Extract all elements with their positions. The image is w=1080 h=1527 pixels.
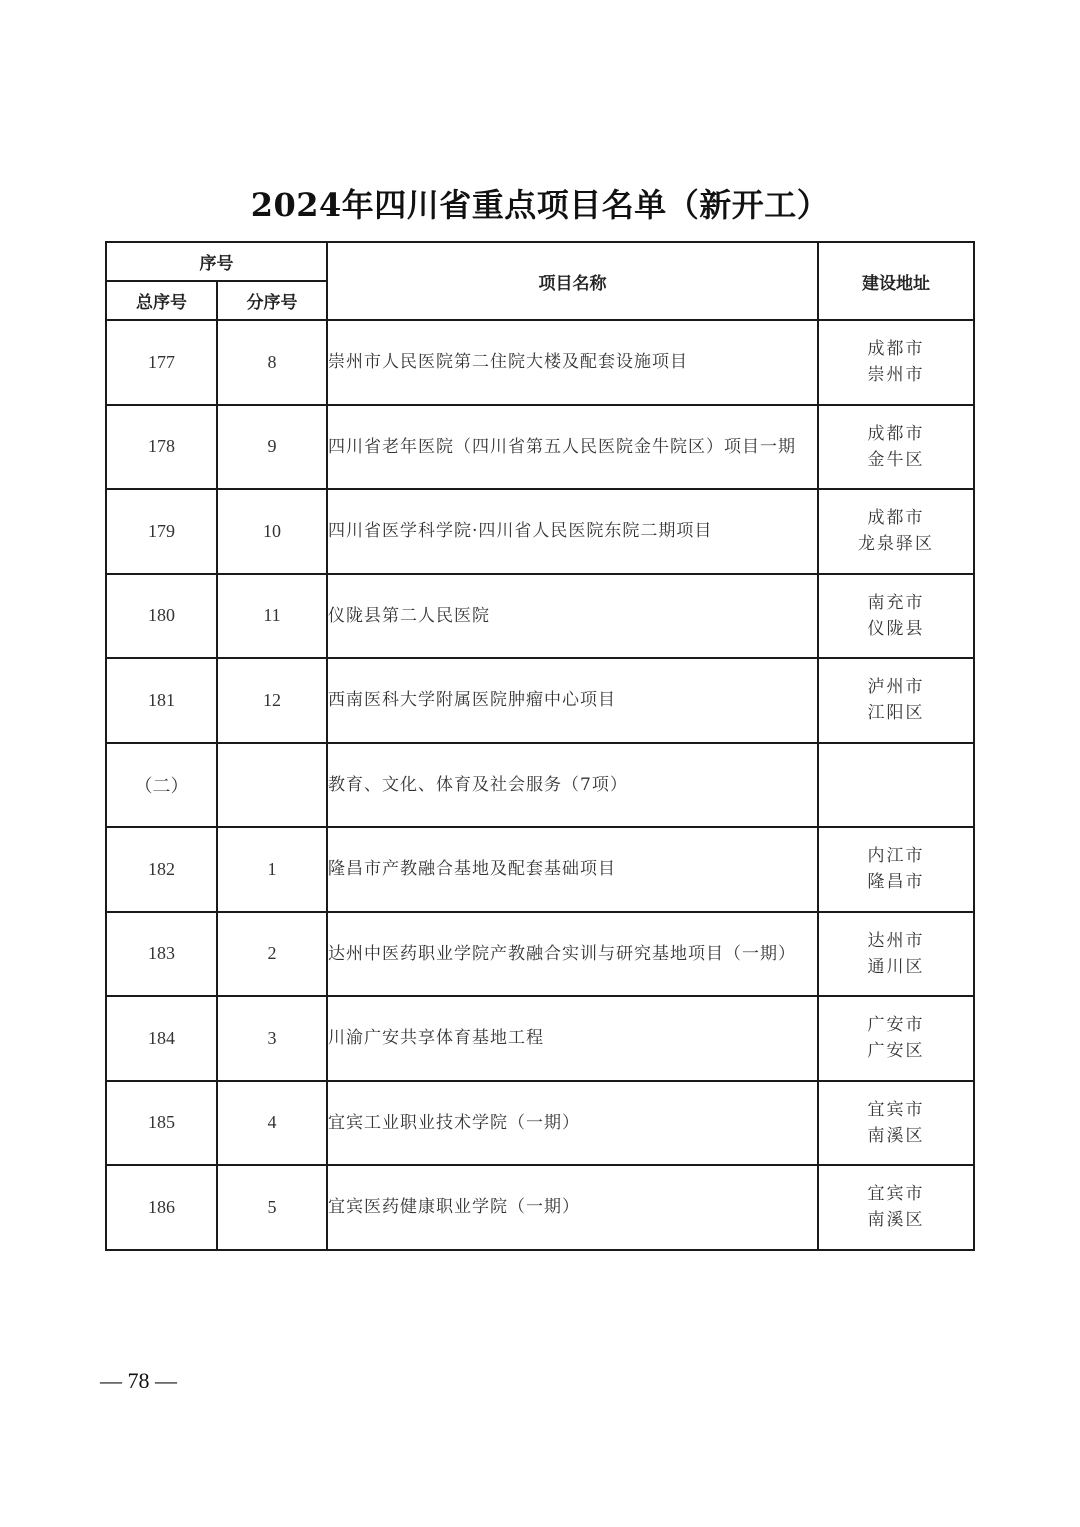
sub-seq-cell (217, 743, 327, 828)
district: 南溪区 (867, 1125, 925, 1146)
city: 宜宾市 (867, 1099, 925, 1120)
header-sub-seq: 分序号 (217, 281, 327, 320)
table-row (106, 1081, 974, 1166)
location-cell (818, 1081, 974, 1166)
page-number: — 78 — (100, 1368, 177, 1393)
district: 南溪区 (867, 1210, 925, 1231)
district: 江阳区 (867, 703, 925, 724)
category-name-cell: 教育、文化、体育及社会服务（7项） (327, 743, 818, 828)
city: 南充市 (867, 592, 925, 613)
location-cell (818, 912, 974, 997)
header-row (106, 242, 974, 281)
table-row (106, 827, 974, 912)
district: 龙泉驿区 (858, 534, 934, 555)
project-name-cell: 宜宾工业职业技术学院（一期） (327, 1081, 818, 1166)
location-cell (818, 1165, 974, 1250)
project-table (105, 241, 975, 1251)
table-row (106, 912, 974, 997)
sub-seq-cell: 5 (217, 1165, 327, 1250)
total-seq-cell: 185 (106, 1081, 217, 1166)
sub-seq-cell: 10 (217, 489, 327, 574)
category-row (106, 743, 974, 828)
total-seq-cell: 180 (106, 574, 217, 659)
district: 通川区 (867, 956, 925, 977)
header-total-seq: 总序号 (106, 281, 217, 320)
page-title: 2024年四川省重点项目名单（新开工） (250, 186, 830, 224)
sub-seq-cell: 9 (217, 405, 327, 490)
project-name-cell: 四川省老年医院（四川省第五人民医院金牛院区）项目一期 (327, 405, 818, 490)
city: 成都市 (867, 423, 925, 444)
project-name-cell: 西南医科大学附属医院肿瘤中心项目 (327, 658, 818, 743)
city: 宜宾市 (867, 1184, 925, 1205)
category-number-cell: （二） (106, 743, 217, 828)
sub-seq-cell: 2 (217, 912, 327, 997)
location-cell (818, 996, 974, 1081)
sub-seq-cell: 3 (217, 996, 327, 1081)
district: 隆昌市 (867, 872, 925, 893)
table-row (106, 658, 974, 743)
table-row (106, 320, 974, 405)
district: 仪陇县 (867, 618, 925, 639)
total-seq-cell: 177 (106, 320, 217, 405)
table-row (106, 405, 974, 490)
total-seq-cell: 178 (106, 405, 217, 490)
total-seq-cell: 182 (106, 827, 217, 912)
project-name-cell: 川渝广安共享体育基地工程 (327, 996, 818, 1081)
location-cell (818, 574, 974, 659)
location-cell (818, 405, 974, 490)
header-seq-group: 序号 (106, 242, 327, 281)
location-cell (818, 489, 974, 574)
sub-seq-cell: 4 (217, 1081, 327, 1166)
district: 金牛区 (867, 449, 925, 470)
project-name-cell: 崇州市人民医院第二住院大楼及配套设施项目 (327, 320, 818, 405)
city: 内江市 (867, 846, 925, 867)
table-row (106, 574, 974, 659)
location-cell (818, 320, 974, 405)
city: 成都市 (867, 508, 925, 529)
total-seq-cell: 179 (106, 489, 217, 574)
city: 广安市 (867, 1015, 925, 1036)
project-name-cell: 达州中医药职业学院产教融合实训与研究基地项目（一期） (327, 912, 818, 997)
table-row (106, 996, 974, 1081)
sub-seq-cell: 11 (217, 574, 327, 659)
district: 崇州市 (867, 365, 925, 386)
sub-seq-cell: 1 (217, 827, 327, 912)
total-seq-cell: 181 (106, 658, 217, 743)
city: 达州市 (867, 930, 925, 951)
project-name-cell: 隆昌市产教融合基地及配套基础项目 (327, 827, 818, 912)
location-cell (818, 743, 974, 828)
project-name-cell: 仪陇县第二人民医院 (327, 574, 818, 659)
total-seq-cell: 183 (106, 912, 217, 997)
district: 广安区 (867, 1041, 925, 1062)
sub-seq-cell: 8 (217, 320, 327, 405)
location-cell (818, 827, 974, 912)
total-seq-cell: 184 (106, 996, 217, 1081)
city: 泸州市 (867, 677, 925, 698)
project-name-cell: 宜宾医药健康职业学院（一期） (327, 1165, 818, 1250)
city: 成都市 (867, 339, 925, 360)
table-row (106, 1165, 974, 1250)
header-location: 建设地址 (818, 242, 974, 320)
total-seq-cell: 186 (106, 1165, 217, 1250)
project-name-cell: 四川省医学科学院·四川省人民医院东院二期项目 (327, 489, 818, 574)
location-cell (818, 658, 974, 743)
sub-seq-cell: 12 (217, 658, 327, 743)
table-row (106, 489, 974, 574)
header-project-name: 项目名称 (327, 242, 818, 320)
